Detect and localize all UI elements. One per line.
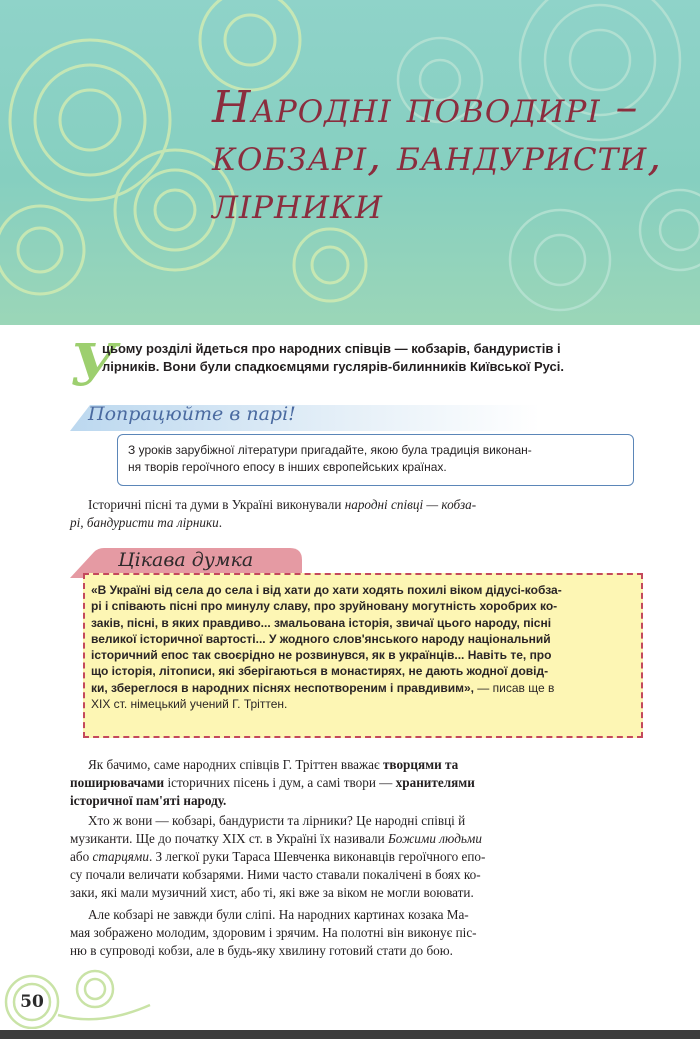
text-run-italic: рі, бандуристи та лірники	[70, 515, 219, 530]
intro-line: лірників. Вони були спадкоємцями гуслярів-билинників Київської Русі.	[102, 359, 564, 374]
quote-line: заків, пісні, в яких правдиво... змальована історія, звичаї цього народу, пісні	[91, 615, 552, 630]
text-run-bold: історичної пам'яті народу.	[70, 793, 227, 808]
quote-line: що історія, літописи, які зберігаються в монастирях, не дають жодної довід-	[91, 664, 549, 679]
text-run-italic: Божими людьми	[388, 831, 482, 846]
text-run: Історичні пісні та думи в Україні виконували	[88, 497, 345, 512]
quote-attribution: — писав ще в	[473, 680, 555, 695]
text-run: Як бачимо, саме народних співців Г. Тріттен вважає	[88, 757, 383, 772]
pairs-heading: Попрацюйте в парі!	[88, 403, 296, 425]
text-run-bold: хранителями	[395, 775, 475, 790]
text-run-italic: народні співці — кобза-	[344, 497, 477, 512]
text-run-bold: поширювачами	[70, 775, 165, 790]
quote-line: великої історичної вартості... У жодного слов'янського народу національний	[91, 631, 551, 646]
quote-line: рі і співають пісні про минулу славу, про зруйновану могутність хоробрих ко-	[91, 599, 558, 614]
quote-attribution-line: XIX ст. німецький учений Г. Тріттен.	[91, 697, 288, 712]
pairs-task-line: З уроків зарубіжної літератури пригадайте, якою була традиція виконан-	[128, 443, 532, 457]
thought-heading: Цікава думка	[118, 549, 254, 571]
pairs-task-box	[117, 434, 634, 486]
paragraph-not-always-blind	[70, 906, 640, 960]
chapter-title-line: лірники	[212, 178, 384, 229]
quote-line: ки, збереглося в народних піснях неспотвореним і правдивим»,	[91, 680, 474, 695]
paragraph-who-are-they	[70, 812, 640, 902]
text-run: або	[70, 849, 93, 864]
text-run-bold: творцями та	[382, 757, 459, 772]
text-line: ню в супроводі кобзи, але в будь-яку хвилину готовий стати до бою.	[70, 943, 453, 958]
quote-line: історичний епос так своєрідно не розвинувся, як в українців... Навіть те, про	[91, 648, 552, 663]
intro-paragraph	[94, 340, 674, 376]
thought-quote-box	[83, 573, 643, 738]
quote-line: «В Україні від села до села і від хати до хати ходять похилі віком дідусі-кобза-	[91, 583, 562, 597]
text-run-italic: старцями	[92, 849, 149, 864]
paragraph-trytten	[70, 756, 640, 810]
text-run: .	[218, 515, 223, 530]
text-line: Хто ж вони — кобзарі, бандуристи та лірники? Це народні співці й	[88, 813, 466, 828]
chapter-title-line: кобзарі, бандуристи,	[212, 130, 663, 181]
intro-line: цьому розділі йдеться про народних співців — кобзарів, бандуристів і	[102, 341, 561, 356]
chapter-title-line: Народні поводирі –	[212, 82, 639, 133]
page-number: 50	[20, 992, 44, 1012]
text-line: су почали величати кобзарями. Ними часто ставали покалічені в боях ко-	[70, 867, 481, 882]
chapter-title	[212, 84, 682, 228]
text-line: Але кобзарі не завжди були сліпі. На народних картинах козака Ма-	[88, 907, 469, 922]
pairs-task-line: ня творів героїчного епосу в інших європейських країнах.	[128, 460, 447, 474]
paragraph-historical-songs	[70, 496, 640, 532]
footer-bar	[0, 1030, 700, 1039]
text-run: музиканти. Ще до початку XIX ст. в Україні їх називали	[70, 831, 388, 846]
text-run: . З легкої руки Тараса Шевченка виконавців героїчного епо-	[148, 849, 486, 864]
drop-cap: У	[70, 331, 118, 399]
chapter-header-banner	[0, 0, 700, 325]
text-run: історичних пісень і дум, а самі твори —	[164, 775, 396, 790]
text-line: мая зображено молодим, здоровим і зрячим. На полотні він виконує піс-	[70, 925, 477, 940]
text-line: заки, які мали музичний хист, або ті, які вже за віком не могли воювати.	[70, 885, 474, 900]
